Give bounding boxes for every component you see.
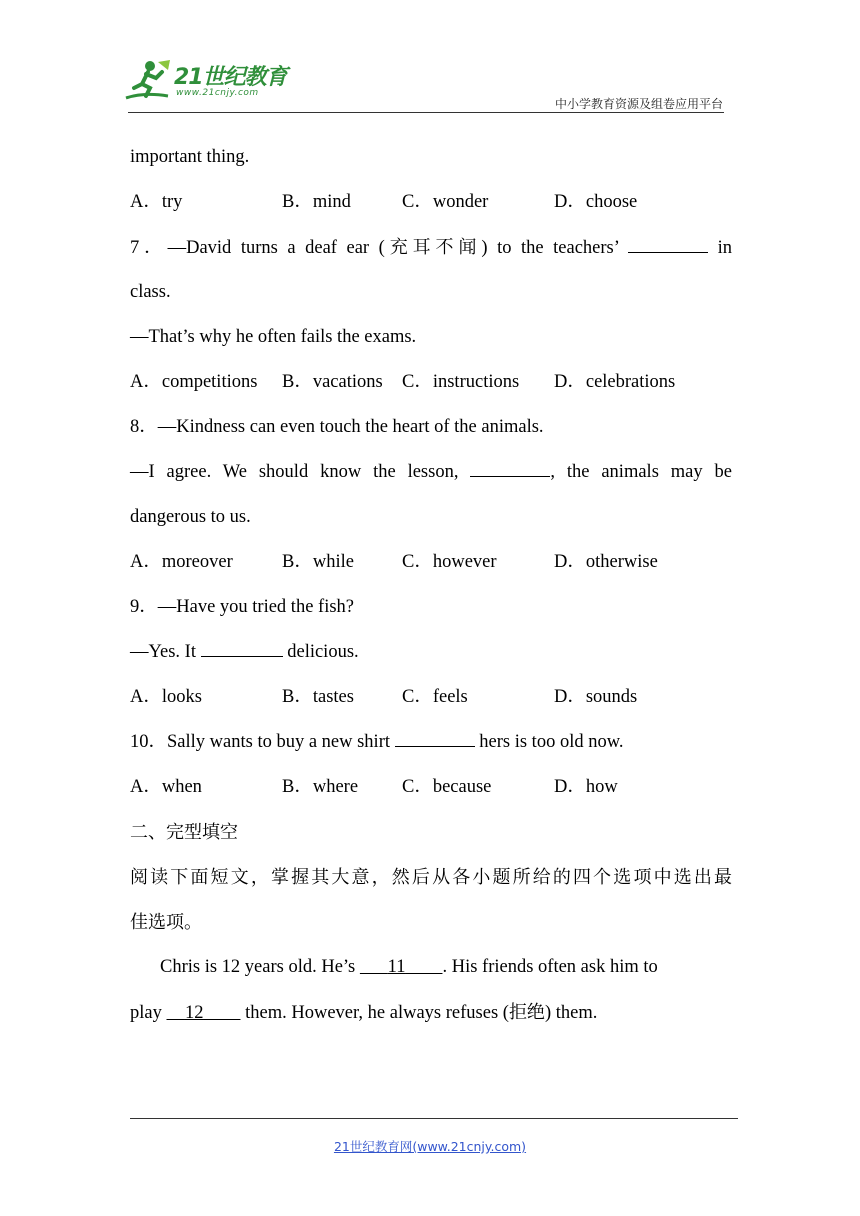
- q8-options: [130, 540, 732, 585]
- option-c: C．instructions: [402, 372, 520, 392]
- option-a: A．when: [130, 777, 202, 797]
- option-a: A．looks: [130, 687, 202, 707]
- answer-blank[interactable]: [395, 728, 475, 747]
- option-b: B．vacations: [282, 372, 383, 392]
- q6-options: [130, 180, 732, 225]
- q7-cjk: 充耳不闻: [384, 237, 482, 258]
- q8-response: [130, 450, 732, 495]
- option-b: B．while: [282, 552, 354, 572]
- cloze-blank-12[interactable]: [166, 1003, 240, 1023]
- section-instruction: 阅读下面短文，掌握其大意，然后从各小题所给的四个选项中选出最: [130, 867, 732, 888]
- blank-number: 11: [387, 957, 406, 977]
- exam-content: [130, 135, 732, 1035]
- page-header: [0, 0, 860, 120]
- answer-blank[interactable]: [628, 234, 708, 253]
- option-d: D．otherwise: [554, 552, 658, 572]
- q9-stem: 9．—Have you tried the fish?: [130, 597, 354, 617]
- q7-stem-cont: class.: [130, 282, 171, 302]
- q6-continuation: important thing.: [130, 147, 250, 167]
- option-c: C．feels: [402, 687, 468, 707]
- logo-url: www.21cnjy.com: [176, 88, 259, 98]
- q7-text-a: 7．—David turns a deaf ear (: [130, 238, 385, 258]
- passage-text: ) them.: [544, 1003, 598, 1023]
- passage-text: . His friends often ask him to: [442, 957, 658, 977]
- cloze-blank-11[interactable]: [360, 957, 443, 977]
- q7-response: —That’s why he often fails the exams.: [130, 327, 417, 347]
- q10-text-a: 10．Sally wants to buy a new shirt: [130, 732, 391, 752]
- footer-divider: [130, 1118, 738, 1119]
- q10-stem: [130, 720, 732, 765]
- option-c: C．however: [402, 552, 497, 572]
- q8-response-cont: dangerous to us.: [130, 507, 251, 527]
- passage-cjk: 拒绝: [508, 1002, 545, 1023]
- option-a: A．moreover: [130, 552, 233, 572]
- option-a: A．try: [130, 192, 183, 212]
- q7-text-b: ) to the teachers’: [481, 238, 619, 258]
- header-divider: [128, 112, 724, 113]
- option-a: A．competitions: [130, 372, 258, 392]
- option-b: B．mind: [282, 192, 351, 212]
- option-d: D．celebrations: [554, 372, 676, 392]
- passage-line-1: [130, 945, 732, 990]
- site-logo[interactable]: [124, 58, 294, 106]
- answer-blank[interactable]: [201, 638, 283, 657]
- footer-link[interactable]: 21世纪教育网(www.21cnjy.com): [333, 1139, 527, 1154]
- passage-text: Chris is 12 years old. He’s: [160, 957, 356, 977]
- option-c: C．because: [402, 777, 492, 797]
- q9-response: [130, 630, 732, 675]
- option-c: C．wonder: [402, 192, 489, 212]
- passage-text: play: [130, 1003, 162, 1023]
- blank-number: 12: [184, 1003, 204, 1023]
- q7-options: [130, 360, 732, 405]
- option-b: B．where: [282, 777, 359, 797]
- passage-line-2: [130, 990, 732, 1035]
- section-instruction-cont: 佳选项。: [130, 912, 202, 933]
- q7-text-c: in: [717, 238, 733, 258]
- option-d: D．sounds: [554, 687, 638, 707]
- option-d: D．how: [554, 777, 618, 797]
- q10-text-b: hers is too old now.: [479, 732, 624, 752]
- option-b: B．tastes: [282, 687, 354, 707]
- q9-text-a: —Yes. It: [130, 642, 196, 662]
- header-platform-text: 中小学教育资源及组卷应用平台: [554, 97, 723, 111]
- q8-stem: 8．—Kindness can even touch the heart of the animals.: [130, 417, 544, 437]
- q9-text-b: delicious.: [287, 642, 359, 662]
- q8-text-b: , the animals may be: [550, 462, 732, 482]
- q9-options: [130, 675, 732, 720]
- q7-stem: [130, 225, 732, 270]
- logo-text: 21世纪教育: [174, 65, 287, 90]
- q10-options: [130, 765, 732, 810]
- runner-logo-icon: [124, 58, 172, 104]
- passage-text: them. However, he always refuses (: [245, 1003, 509, 1023]
- answer-blank[interactable]: [470, 458, 550, 477]
- q8-text-a: —I agree. We should know the lesson,: [130, 462, 459, 482]
- section-title: 二、完型填空: [130, 822, 238, 843]
- option-d: D．choose: [554, 192, 638, 212]
